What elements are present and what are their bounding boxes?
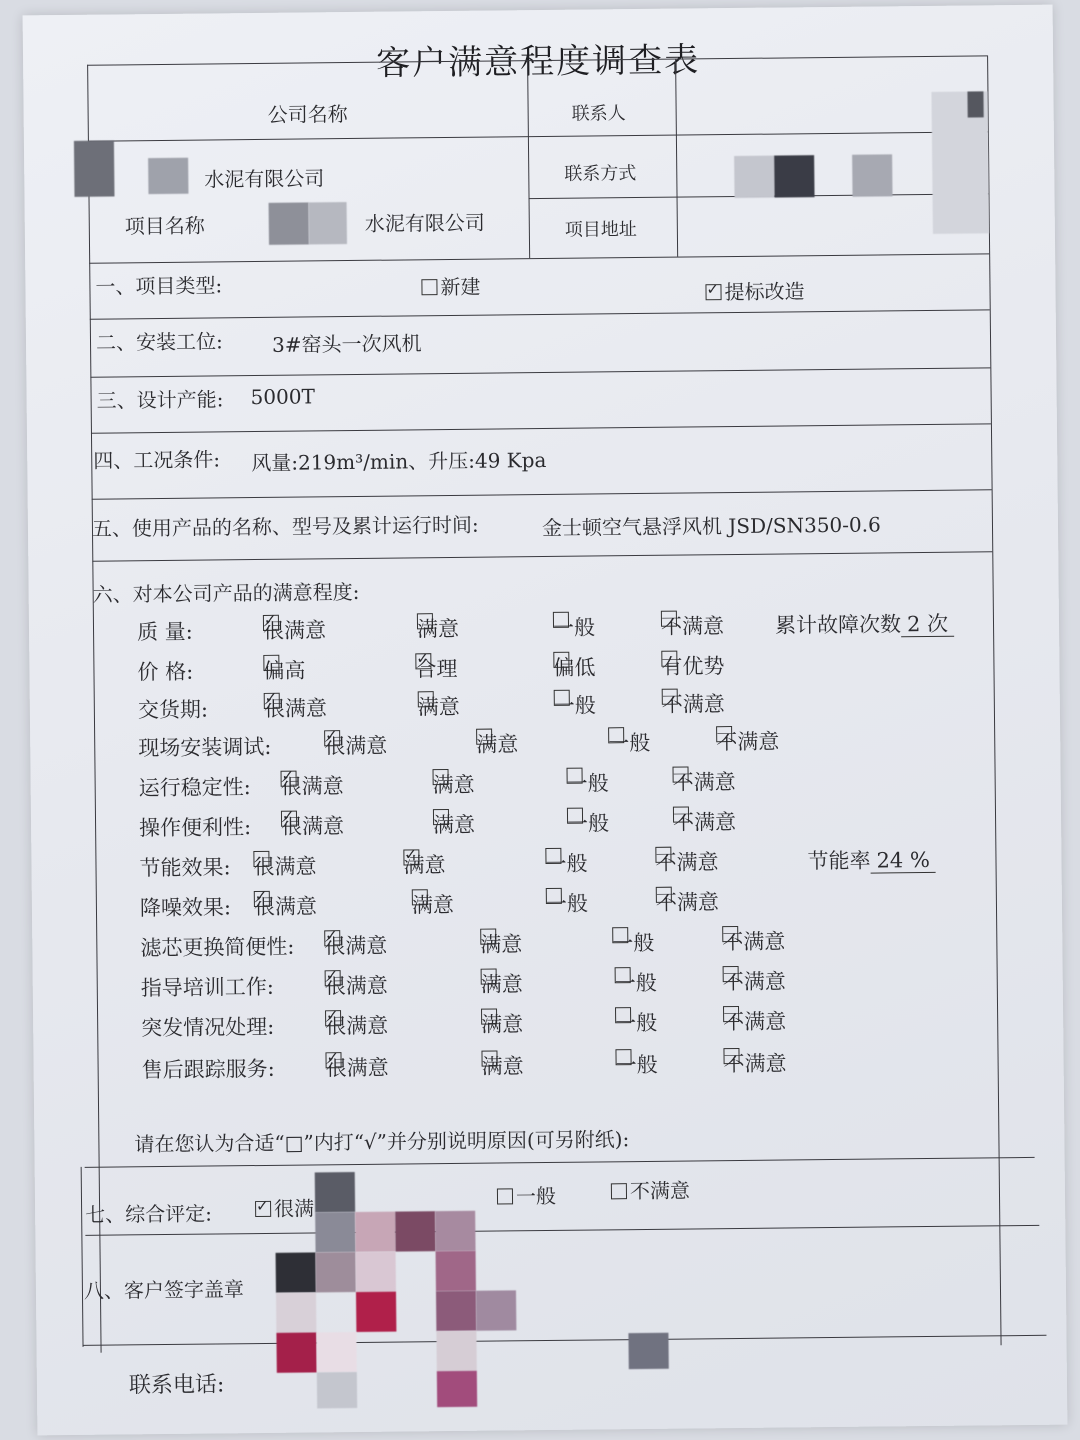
redaction-block — [436, 1331, 476, 1371]
redaction-block — [148, 158, 188, 194]
rating-option-label: 不满意 — [716, 729, 780, 755]
redaction-block — [316, 1332, 356, 1372]
rating-row-label: 操作便利性: — [138, 815, 252, 841]
conditions-value: 风量:219m³/min、升压:49 Kpa — [251, 447, 547, 476]
rating-extra-label: 累计故障次数 — [774, 612, 902, 638]
rating-option-label: 满意 — [481, 1012, 524, 1037]
rating-option-label: 一般 — [614, 970, 657, 996]
rating-option-label: 不满意 — [655, 850, 719, 875]
rating-row-label: 交货期: — [137, 697, 209, 723]
checkbox-new[interactable] — [421, 279, 437, 295]
redaction-block — [356, 1252, 396, 1292]
rating-option-label: 很满意 — [263, 696, 327, 721]
rating-option-label: 一般 — [553, 693, 596, 718]
rating-option-label: 不满意 — [661, 692, 725, 717]
overall-option-unsatisfied[interactable] — [611, 1175, 690, 1205]
redaction-block — [315, 1172, 355, 1212]
table-border-bottom — [83, 1335, 1047, 1346]
rating-extra-field — [807, 844, 936, 875]
rating-option-label: 一般 — [615, 1010, 658, 1036]
rating-option-label: 满意 — [403, 853, 446, 878]
rating-extra-field — [775, 608, 954, 640]
redaction-block — [276, 1252, 316, 1292]
rating-option-label: 满意 — [411, 892, 455, 918]
redaction-block — [74, 140, 115, 196]
header-col-divider-2 — [675, 59, 678, 257]
header-bottom — [89, 253, 989, 263]
redaction-block — [628, 1333, 668, 1369]
rating-option-label: 满意 — [481, 1054, 524, 1079]
capacity-value: 5000T — [250, 384, 315, 410]
rating-option-label: 偏低 — [553, 655, 596, 680]
option-new-label: 新建 — [440, 274, 481, 300]
rating-option-label: 满意 — [416, 616, 460, 642]
rating-option-label: 很满意 — [325, 1055, 389, 1081]
rating-option-label: 不满意 — [660, 614, 725, 639]
redaction-block — [395, 1211, 435, 1251]
header-divider-1 — [88, 131, 988, 141]
rating-row-label: 售后跟踪服务: — [141, 1056, 275, 1083]
rating-option-label: 不满意 — [723, 1051, 787, 1077]
rating-option-label: 偏高 — [263, 658, 306, 683]
install-position-value: 3#窑头一次风机 — [271, 331, 422, 357]
checkbox-upgrade[interactable] — [705, 284, 721, 300]
survey-form-paper — [23, 5, 1068, 1436]
rating-option-label: 一般 — [608, 730, 651, 756]
rating-row-label: 运行稳定性: — [138, 775, 251, 801]
form-title: 客户满意程度调查表 — [375, 40, 701, 84]
rating-option-label: 很满意 — [324, 933, 388, 959]
project-value: 水泥有限公司 — [364, 210, 485, 236]
section-divider — [92, 489, 992, 499]
redaction-block — [436, 1251, 476, 1291]
capacity-label: 三、设计产能: — [96, 387, 224, 413]
rating-row-label: 指导培训工作: — [140, 974, 274, 1001]
section-divider — [90, 309, 990, 319]
redaction-block — [317, 1372, 357, 1408]
instruction-text: 请在您认为合适“□”内打“√”并分别说明原因(可另附纸): — [134, 1127, 630, 1157]
project-type-option-new[interactable] — [421, 271, 480, 301]
overall-general-label: 一般 — [515, 1183, 557, 1209]
rating-option-label: 很满意 — [324, 733, 388, 759]
redaction-block — [309, 202, 347, 244]
redaction-block — [476, 1290, 516, 1330]
header-col-divider-1 — [527, 60, 530, 258]
rating-option-label: 不满意 — [655, 890, 720, 915]
redaction-block — [276, 1292, 316, 1332]
table-border-right — [987, 55, 1002, 1345]
redaction-block — [437, 1371, 477, 1407]
rating-extra-value[interactable]: 24 % — [870, 848, 936, 874]
section-divider — [85, 1225, 1039, 1236]
rating-row-label: 滤芯更换简便性: — [140, 934, 295, 961]
redaction-block — [774, 155, 814, 197]
rating-row-label: 突发情况处理: — [141, 1014, 275, 1041]
rating-option-label: 一般 — [612, 930, 655, 956]
rating-option-label: 满意 — [417, 694, 460, 720]
redaction-block — [355, 1212, 395, 1252]
redaction-block — [315, 1212, 355, 1252]
section-divider — [90, 367, 990, 377]
project-address-label: 项目地址 — [564, 219, 637, 241]
rating-option-label: 不满意 — [722, 969, 786, 995]
checkbox-overall-general[interactable] — [497, 1188, 513, 1204]
section-divider — [91, 423, 991, 433]
contact-method-label: 联系方式 — [564, 163, 637, 185]
rating-row-label: 价 格: — [137, 659, 194, 685]
rating-option-label: 不满意 — [723, 1009, 787, 1035]
rating-option-label: 一般 — [545, 891, 589, 916]
rating-extra-label: 节能率 — [807, 848, 871, 874]
redaction-block — [435, 1211, 475, 1251]
rating-option-label: 很满意 — [280, 814, 345, 839]
redaction-block — [356, 1292, 396, 1332]
rating-option-label: 很满意 — [253, 854, 317, 880]
rating-option-label: 满意 — [476, 732, 519, 757]
redaction-block — [276, 1332, 316, 1372]
redaction-block — [852, 154, 892, 196]
project-type-label: 一、项目类型: — [95, 273, 223, 299]
rating-option-label: 一般 — [552, 615, 596, 640]
overall-option-label: 很满 — [273, 1196, 315, 1221]
install-position-label: 二、安装工位: — [95, 329, 223, 355]
rating-option-label: 一般 — [545, 851, 588, 877]
product-label: 五、使用产品的名称、型号及累计运行时间: — [91, 512, 479, 541]
satisfaction-label: 六、对本公司产品的满意程度: — [92, 579, 360, 607]
rating-row-label: 现场安装调试: — [138, 734, 272, 761]
section-divider — [92, 551, 992, 561]
checkbox-overall[interactable] — [255, 1201, 271, 1217]
rating-option-label: 不满意 — [672, 810, 737, 835]
rating-option-label: 不满意 — [722, 929, 786, 955]
rating-row-label: 节能效果: — [139, 855, 231, 881]
redaction-block — [269, 202, 309, 244]
rating-option-label: 一般 — [566, 811, 610, 836]
rating-option-label: 满意 — [480, 972, 523, 997]
rating-option-label: 满意 — [432, 772, 475, 798]
rating-option-label: 有优势 — [661, 654, 725, 679]
table-border-left — [87, 65, 101, 1353]
redaction-block — [967, 91, 983, 117]
rating-option-label: 满意 — [480, 932, 523, 957]
project-name-label: 项目名称 — [124, 213, 205, 239]
project-type-option-upgrade[interactable] — [705, 275, 804, 305]
checkbox-overall-unsatisfied[interactable] — [611, 1183, 627, 1199]
rating-option-label: 很满意 — [253, 894, 318, 920]
product-value: 金士顿空气悬浮风机 JSD/SN350-0.6 — [541, 512, 881, 541]
rating-option-label: 很满意 — [280, 774, 344, 799]
overall-option-partial[interactable] — [255, 1192, 314, 1222]
section-divider — [85, 1157, 1035, 1168]
overall-option-general[interactable] — [497, 1180, 556, 1210]
redaction-block — [316, 1252, 356, 1292]
rating-option-label: 合理 — [415, 656, 458, 682]
rating-option-label: 一般 — [615, 1052, 658, 1078]
rating-option-label: 满意 — [432, 812, 476, 838]
contact-person-label: 联系人 — [571, 103, 626, 125]
rating-row-label: 降噪效果: — [139, 895, 232, 921]
option-upgrade-label: 提标改造 — [724, 279, 805, 305]
rating-extra-value[interactable]: 2 次 — [901, 612, 954, 638]
company-name-label: 公司名称 — [267, 102, 348, 127]
company-value: 水泥有限公司 — [204, 166, 325, 192]
overall-unsatisfied-label: 不满意 — [629, 1178, 691, 1204]
signature-label: 八、客户签字盖章 — [83, 1277, 245, 1303]
rating-option-label: 很满意 — [324, 973, 388, 999]
rating-option-label: 很满意 — [325, 1013, 389, 1039]
rating-option-label: 不满意 — [672, 770, 736, 795]
rating-row-label: 质 量: — [136, 619, 193, 645]
redaction-block — [436, 1291, 476, 1331]
rating-option-label: 一般 — [566, 771, 609, 796]
phone-label: 联系电话: — [128, 1372, 225, 1399]
overall-rating-label: 七、综合评定: — [85, 1201, 213, 1227]
rating-option-label: 很满意 — [262, 618, 327, 643]
table-border-left-lower — [81, 1167, 84, 1347]
redaction-block — [734, 156, 774, 198]
conditions-label: 四、工况条件: — [93, 447, 221, 473]
